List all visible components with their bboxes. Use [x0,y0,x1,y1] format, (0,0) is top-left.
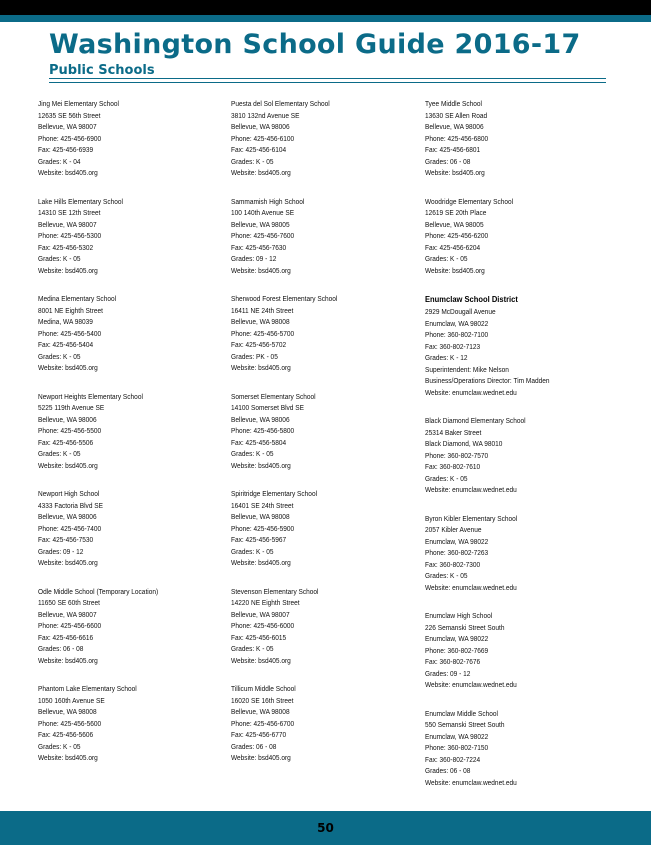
school-entry [38,293,223,374]
entry-line: Phone: 360-802-7150 [425,743,489,752]
school-name: Stevenson Elementary School [231,586,319,596]
entry-line: Phone: 425-456-6100 [231,133,295,143]
entry-line: Phone: 360-802-7570 [425,450,489,460]
top-black-band [0,0,651,15]
entry-line: Website: enumclaw.wednet.edu [425,582,517,592]
entry-line: Grades: PK - 05 [231,351,278,361]
entry-line: Grades: K - 05 [38,449,81,458]
entry-line: Fax: 425-456-5302 [38,242,94,252]
school-entry [231,586,416,667]
entry-line: 8001 NE Eighth Street [38,305,103,315]
school-name: Tillicum Middle School [231,684,296,693]
school-entry [425,196,610,277]
school-name: Odle Middle School (Temporary Location) [38,586,159,596]
school-entry [231,98,416,179]
entry-line: Phone: 425-456-5900 [231,523,295,533]
entry-line: Website: bsd405.org [231,363,291,372]
entry-line: 16411 NE 24th Street [231,305,294,315]
entry-line: Bellevue, WA 98008 [231,317,290,326]
entry-line: Business/Operations Director: Tim Madden [425,376,550,385]
entry-line: Phone: 425-456-5300 [38,231,102,240]
entry-line: 2929 McDougall Avenue [425,307,496,316]
entry-line: Grades: 06 - 08 [425,766,471,775]
entry-line: 4333 Factoria Blvd SE [38,500,103,510]
top-accent-band [0,15,651,22]
entry-line: Grades: K - 05 [425,571,468,580]
entry-line: Phone: 425-456-6900 [38,133,102,143]
school-entry [38,391,223,472]
entry-line: Fax: 360-802-7676 [425,657,481,666]
district-entry [425,293,610,398]
entry-line: Website: bsd405.org [38,265,98,275]
entry-line: Bellevue, WA 98006 [38,512,97,521]
school-name: Sherwood Forest Elementary School [231,294,338,303]
entry-line: Bellevue, WA 98005 [231,219,290,229]
entry-line: Website: enumclaw.wednet.edu [425,485,517,494]
entry-line: Phone: 425-456-6700 [231,718,295,728]
entry-line: Website: bsd405.org [38,363,98,372]
entry-line: Website: bsd405.org [231,168,291,177]
entry-line: Fax: 425-456-6015 [231,632,287,642]
school-name: Tyee Middle School [425,99,483,108]
entry-line: Website: enumclaw.wednet.edu [425,387,517,397]
entry-line: Grades: K - 05 [425,254,468,263]
entry-line: Bellevue, WA 98006 [425,122,484,131]
entry-line: Bellevue, WA 98008 [231,512,290,521]
school-name: Newport Heights Elementary School [38,391,143,401]
district-heading: Enumclaw School District [425,294,518,304]
entry-line: Website: bsd405.org [425,168,485,177]
entry-line: Website: bsd405.org [38,558,98,567]
page-number: 50 [317,821,334,835]
entry-line: Phone: 425-456-6200 [425,231,489,240]
entry-line: Grades: 06 - 08 [231,741,277,751]
school-entry [231,391,416,472]
column-left [38,98,223,781]
school-entry [425,513,610,594]
entry-line: 13630 SE Allen Road [425,110,488,120]
entry-line: Enumclaw, WA 98022 [425,318,489,328]
entry-line: Phone: 425-456-5400 [38,328,102,338]
entry-line: 12635 SE 56th Street [38,110,101,120]
entry-line: Phone: 425-456-7400 [38,523,102,533]
school-entry [425,98,610,179]
entry-line: Fax: 425-456-6204 [425,242,481,252]
school-entry [38,98,223,179]
school-name: Puesta del Sol Elementary School [231,99,330,108]
entry-line: Grades: K - 05 [231,546,274,556]
entry-line: Website: bsd405.org [231,753,291,762]
entry-line: 5225 119th Avenue SE [38,403,105,412]
entry-line: Bellevue, WA 98008 [231,707,290,716]
entry-line: Phone: 425-456-6800 [425,133,489,143]
entry-line: Phone: 425-456-5800 [231,426,295,435]
entry-line: Grades: K - 05 [231,449,274,458]
entry-line: Fax: 425-456-7630 [231,242,287,252]
entry-line: Enumclaw, WA 98022 [425,536,489,546]
entry-line: Fax: 425-456-6939 [38,145,94,154]
school-name: Black Diamond Elementary School [425,416,526,425]
entry-line: Fax: 360-802-7224 [425,754,481,764]
entry-line: 16020 SE 16th Street [231,695,294,705]
school-name: Newport High School [38,489,100,498]
entry-line: Enumclaw, WA 98022 [425,731,489,741]
page-title: Washington School Guide 2016-17 [49,29,581,60]
entry-line: 226 Semanski Street South [425,622,505,632]
entry-line: 2057 Kibler Avenue [425,525,482,534]
entry-line: 1050 160th Avenue SE [38,695,105,705]
school-entry [231,196,416,277]
entry-line: 14310 SE 12th Street [38,208,101,217]
entry-line: Bellevue, WA 98007 [38,609,97,619]
entry-line: Phone: 360-802-7100 [425,330,489,339]
school-entry [38,196,223,277]
school-entry [38,488,223,569]
entry-line: Black Diamond, WA 98010 [425,439,503,448]
school-entry [38,683,223,764]
entry-line: 16401 SE 24th Street [231,500,294,510]
entry-line: Fax: 425-456-5702 [231,340,287,349]
school-name: Sammamish High School [231,196,305,206]
entry-line: Fax: 425-456-6616 [38,632,94,642]
entry-line: Grades: 06 - 08 [38,644,84,653]
entry-line: Fax: 425-456-5967 [231,535,287,544]
entry-line: Grades: K - 05 [38,741,81,751]
entry-line: Grades: K - 12 [425,353,468,362]
entry-line: Grades: K - 05 [231,644,274,653]
school-entry [425,708,610,789]
entry-line: Phone: 425-456-6000 [231,621,295,630]
entry-line: Fax: 425-456-5606 [38,730,94,739]
entry-line: Phone: 360-802-7669 [425,645,489,655]
entry-line: Grades: K - 04 [38,156,81,166]
entry-line: Bellevue, WA 98007 [38,219,97,229]
column-middle [231,98,416,781]
entry-line: 11650 SE 60th Street [38,598,100,607]
entry-line: Grades: K - 05 [38,254,81,263]
school-entry [425,415,610,496]
entry-line: Phone: 425-456-5700 [231,328,295,338]
entry-line: 3810 132nd Avenue SE [231,110,300,120]
school-name: Somerset Elementary School [231,391,316,401]
entry-line: Fax: 425-456-5404 [38,340,94,349]
entry-line: Website: bsd405.org [231,655,291,665]
entry-line: Website: enumclaw.wednet.edu [425,680,517,689]
entry-line: Website: bsd405.org [38,655,98,665]
column-right [425,98,610,805]
entry-line: 14220 NE Eighth Street [231,598,300,607]
entry-line: Fax: 425-456-7530 [38,535,94,544]
entry-line: Fax: 360-802-7123 [425,341,481,351]
entry-line: Grades: 09 - 12 [231,254,277,263]
entry-line: Website: enumclaw.wednet.edu [425,777,517,787]
entry-line: Grades: 06 - 08 [425,156,471,166]
school-name: Spiritridge Elementary School [231,489,318,498]
school-entry [38,586,223,667]
school-name: Enumclaw Middle School [425,708,498,718]
entry-line: Phone: 425-456-6600 [38,621,102,630]
entry-line: Bellevue, WA 98005 [425,219,484,229]
entry-line: 550 Semanski Street South [425,720,505,729]
entry-line: Fax: 425-456-5804 [231,437,287,447]
entry-line: Bellevue, WA 98008 [38,707,97,716]
school-name: Enumclaw High School [425,611,493,620]
entry-line: Website: bsd405.org [38,460,98,470]
school-name: Medina Elementary School [38,294,117,303]
header-rule-thin [49,82,606,83]
school-name: Lake Hills Elementary School [38,196,123,206]
entry-line: Website: bsd405.org [38,168,98,177]
school-entry [231,293,416,374]
school-name: Phantom Lake Elementary School [38,684,137,693]
entry-line: 25314 Baker Street [425,427,482,437]
school-entry [425,610,610,691]
entry-line: Grades: K - 05 [38,351,81,361]
entry-line: Medina, WA 98039 [38,317,93,326]
school-name: Byron Kibler Elementary School [425,513,518,523]
section-subtitle: Public Schools [49,63,155,78]
header-rule-thick [49,78,606,79]
school-entry [231,488,416,569]
entry-line: Phone: 425-456-5500 [38,426,102,435]
school-entry [231,683,416,764]
entry-line: Bellevue, WA 98006 [231,122,290,131]
entry-line: Grades: 09 - 12 [425,668,471,678]
entry-line: Grades: 09 - 12 [38,546,84,556]
entry-line: Fax: 425-456-6104 [231,145,287,154]
entry-line: 12619 SE 20th Place [425,208,487,217]
entry-line: Phone: 425-456-5600 [38,718,102,728]
entry-line: Enumclaw, WA 98022 [425,634,489,643]
entry-line: Bellevue, WA 98006 [231,414,290,424]
entry-line: Phone: 425-456-7600 [231,231,295,240]
entry-line: Website: bsd405.org [231,460,291,470]
school-name: Woodridge Elementary School [425,196,514,206]
entry-line: Website: bsd405.org [231,558,291,567]
entry-line: 100 140th Avenue SE [231,208,295,217]
entry-line: Bellevue, WA 98006 [38,414,97,424]
entry-line: Phone: 360-802-7263 [425,548,489,557]
entry-line: Fax: 425-456-6801 [425,145,481,154]
school-name: Jing Mei Elementary School [38,99,119,108]
entry-line: Grades: K - 05 [425,473,468,483]
entry-line: Website: bsd405.org [38,753,98,762]
entry-line: Grades: K - 05 [231,156,274,166]
entry-line: Website: bsd405.org [231,265,291,275]
entry-line: Website: bsd405.org [425,265,485,275]
entry-line: Bellevue, WA 98007 [38,122,97,131]
entry-line: Superintendent: Mike Nelson [425,364,509,374]
entry-line: 14100 Somerset Blvd SE [231,403,304,412]
entry-line: Fax: 425-456-5506 [38,437,94,447]
entry-line: Fax: 360-802-7300 [425,559,481,569]
entry-line: Fax: 425-456-6770 [231,730,287,739]
entry-line: Fax: 360-802-7610 [425,462,481,471]
entry-line: Bellevue, WA 98007 [231,609,290,619]
